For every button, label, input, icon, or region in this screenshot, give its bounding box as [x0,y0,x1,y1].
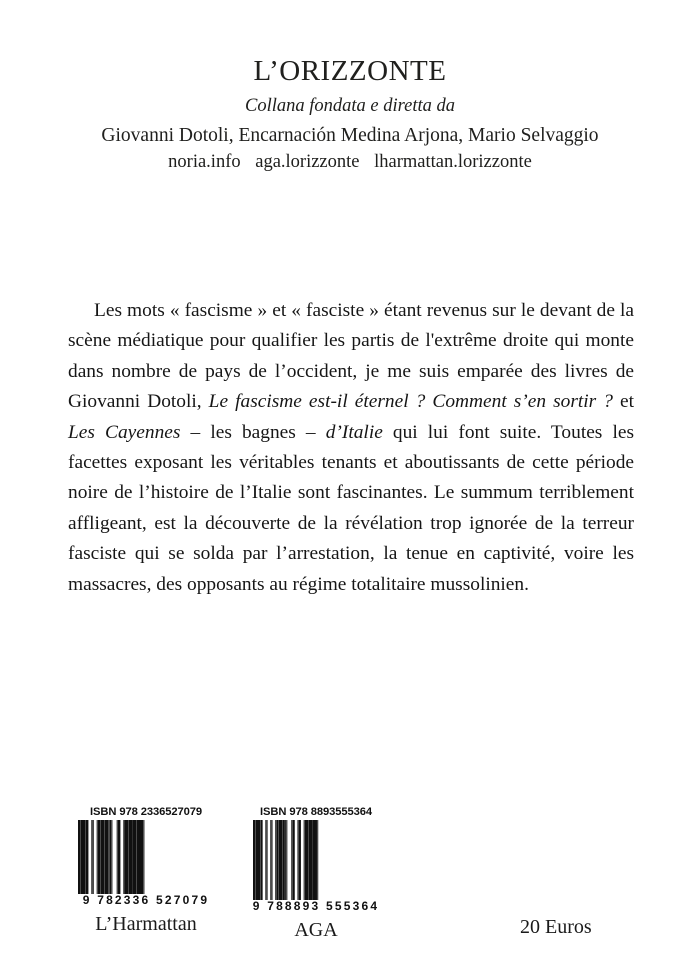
series-header [0,56,700,173]
isbn-label-aga: ISBN 978 8893555364 [260,806,372,818]
series-links [0,151,700,173]
price-label: 20 Euros [520,916,592,938]
blurb-paragraph: Les mots « fascisme » et « fasciste » étant revenus sur le devant de la scène médiatique pour qualifier les partis de l'extrême droite qui monte dans nombre de pays de l’occident, je me suis emparée des livres de Giovanni Dotoli, Le fascisme est-il éternel ? Comment s’en sortir ? et Les Cayennes – les bagnes – d’Italie qui lui font suite. Toutes les facettes exposant les véritables tenants et aboutissants de cette période noire de l’histoire de l’Italie sont fascinantes. Le summum terriblement affligeant, est la découverte de la révélation trop ignorée de la terreur fasciste qui se solda par l’arrestation, la tenue en captivité, voire les massacres, des opposants au régime totalitaire mussolinien. [68,300,635,595]
series-link-aga: aga.lorizzonte [255,151,360,172]
barcode-bars-aga [253,820,379,900]
series-link-lharmattan: lharmattan.lorizzonte [374,151,532,172]
isbn-label-lharmattan: ISBN 978 2336527079 [90,806,202,818]
back-cover-blurb [68,296,634,600]
series-subtitle: Collana fondata e diretta da [244,96,455,117]
series-link-noria: noria.info [168,151,241,172]
publisher-name-lharmattan: L’Harmattan [95,913,197,935]
barcode-area [0,806,700,980]
barcode-digits-lharmattan: 9 782336 527079 [82,893,210,907]
barcode-digits-aga: 9 788893 555364 [252,899,380,913]
series-editors: Giovanni Dotoli, Encarnación Medina Arjona, Mario Selvaggio [101,124,599,146]
barcode-block-aga [238,806,394,942]
barcode-block-lharmattan [62,806,230,936]
publisher-name-aga: AGA [294,919,338,941]
series-title: L’ORIZZONTE [253,55,447,87]
barcode-bars-lharmattan [78,820,214,894]
